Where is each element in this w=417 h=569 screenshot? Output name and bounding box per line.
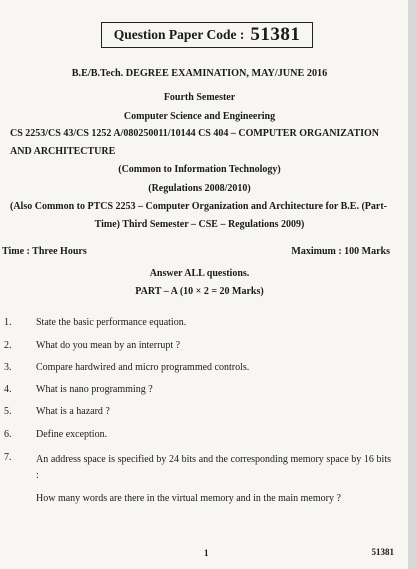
semester: Fourth Semester [163,92,236,103]
course-codes-cont: AND ARCHITECTURE [10,146,116,157]
page-number: 1 [204,548,209,558]
also-common: (Also Common to PTCS 2253 – Computer Organization and Architecture for B.E. (Part- [10,201,388,212]
question-paper-code-number: 51381 [250,24,301,45]
question-paper-code-label: Question Paper Code : [113,27,245,42]
question-number: 5. [4,406,12,417]
question-text: What is a hazard ? [36,406,110,417]
question-text: Compare hardwired and micro programmed controls. [36,362,250,373]
question-subtext: How many words are there in the virtual memory and in the main memory ? [36,493,341,504]
question-number: 3. [4,362,12,373]
question-text: What is nano programming ? [36,384,153,395]
question-text: What do you mean by an interrupt ? [36,340,181,351]
footer-code: 51381 [371,547,394,557]
course-codes: CS 2253/CS 43/CS 1252 A/080250011/10144 CS 404 – COMPUTER ORGANIZATION [10,128,380,139]
question-number: 4. [4,384,12,395]
question-number: 6. [4,429,12,440]
question-text: An address space is specified by 24 bits and the corresponding memory space by 16 bits : [36,454,391,481]
question-text: Define exception. [36,429,108,440]
question-text: State the basic performance equation. [36,317,187,328]
department: Computer Science and Engineering [123,111,276,122]
question-number: 1. [4,317,12,328]
also-common-cont: Time) Third Semester – CSE – Regulations 2009) [94,219,305,230]
maximum-marks: Maximum : 100 Marks [291,246,390,257]
regulations: (Regulations 2008/2010) [148,183,251,194]
common-to: (Common to Information Technology) [118,164,281,175]
part-heading: PART – A (10 × 2 = 20 Marks) [135,286,264,297]
time-duration: Time : Three Hours [2,246,87,257]
exam-title: B.E/B.Tech. DEGREE EXAMINATION, MAY/JUNE 2016 [71,68,328,79]
instruction: Answer ALL questions. [149,268,250,279]
question-number: 7. [4,452,12,463]
question-paper-code-box [101,22,313,48]
question-number: 2. [4,340,12,351]
